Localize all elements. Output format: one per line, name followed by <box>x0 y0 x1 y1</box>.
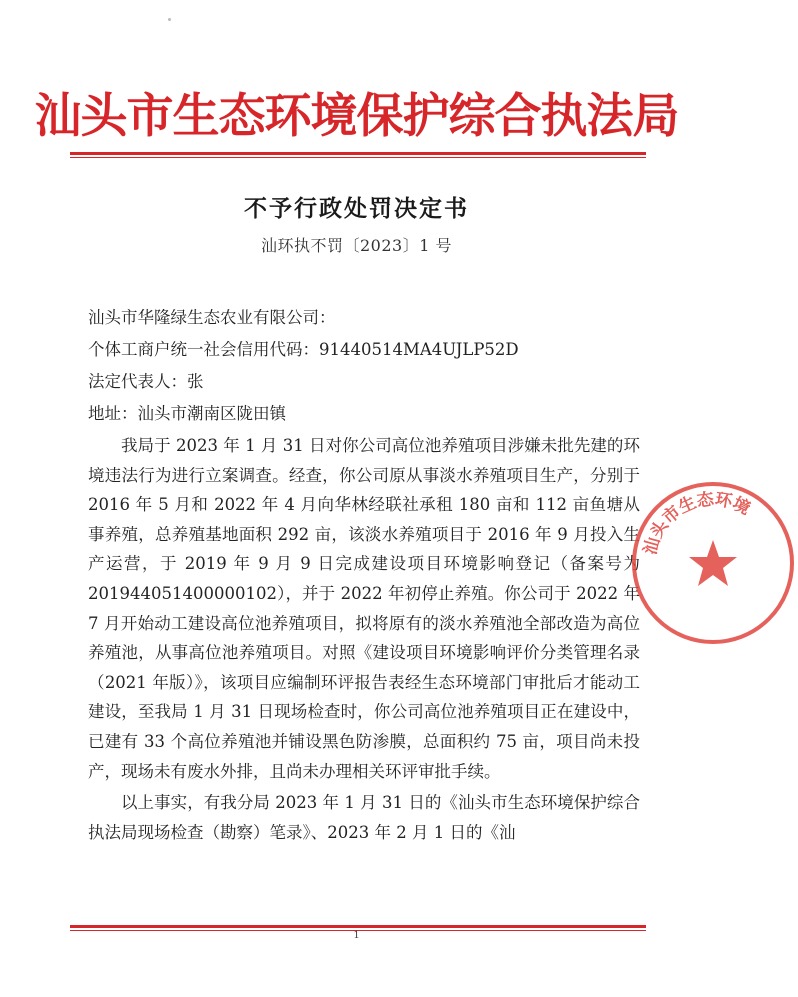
footer-rule-thick <box>70 925 646 928</box>
party-address: 地址：汕头市潮南区陇田镇 <box>88 404 286 423</box>
letterhead-rule-thin <box>70 157 646 158</box>
official-seal <box>628 478 798 648</box>
party-name: 汕头市华隆绿生态农业有限公司： <box>88 308 336 327</box>
body-paragraph: 以上事实，有我分局 2023 年 1 月 31 日的《汕头市生态环境保护综合执法局现场检查（勘察）笔录》、2023 年 2 月 1 日的《汕 <box>88 793 640 842</box>
document-title: 不予行政处罚决定书 <box>244 196 469 222</box>
document-body <box>88 431 640 847</box>
party-credit-code: 个体工商户统一社会信用代码：91440514MA4UJLP52D <box>88 340 519 359</box>
party-representative: 法定代表人：张 <box>88 372 204 391</box>
party-info <box>88 302 648 430</box>
scan-dot <box>168 18 171 21</box>
document-number: 汕环执不罚〔2023〕1 号 <box>261 236 452 255</box>
letterhead-rule-thick <box>70 152 646 155</box>
body-paragraph: 我局于 2023 年 1 月 31 日对你公司高位池养殖项目涉嫌未批先建的环境违法行为进行立案调查。经查，你公司原从事淡水养殖项目生产，分别于 2016 年 5 月和 2022 年 4 月向华林经联社承租 180 亩和 112 亩鱼塘从事养殖，总养殖基地面积 292 亩，该淡水养殖项目于 2016 年 9 月投入生产运营，于 2019 年 9 月 9 日完成建设项目环境影响登记（备案号为 201944051400000102），并于 2022 年初停止养殖。你公司于 2022 年 7 月开始动工建设高位池养殖项目，拟将原有的淡水养殖池全部改造为高位养殖池，从事高位池养殖项目。对照《建设项目环境影响评价分类管理名录（2021 年版）》，该项目应编制环评报告表经生态环境部门审批后才能动工建设，至我局 1 月 31 日现场检查时，你公司高位池养殖项目正在建设中，已建有 33 个高位养殖池并铺设黑色防渗膜，总面积约 75 亩，项目尚未投产，现场未有废水外排，且尚未办理相关环评审批手续。 <box>88 436 640 781</box>
seal-star-icon <box>689 540 737 586</box>
svg-text:汕头市生态环境 <box>639 488 753 557</box>
page-number: 1 <box>353 930 360 941</box>
agency-letterhead: 汕头市生态环境保护综合执法局 <box>34 89 679 144</box>
seal-text: 汕头市生态环境 <box>640 489 754 557</box>
